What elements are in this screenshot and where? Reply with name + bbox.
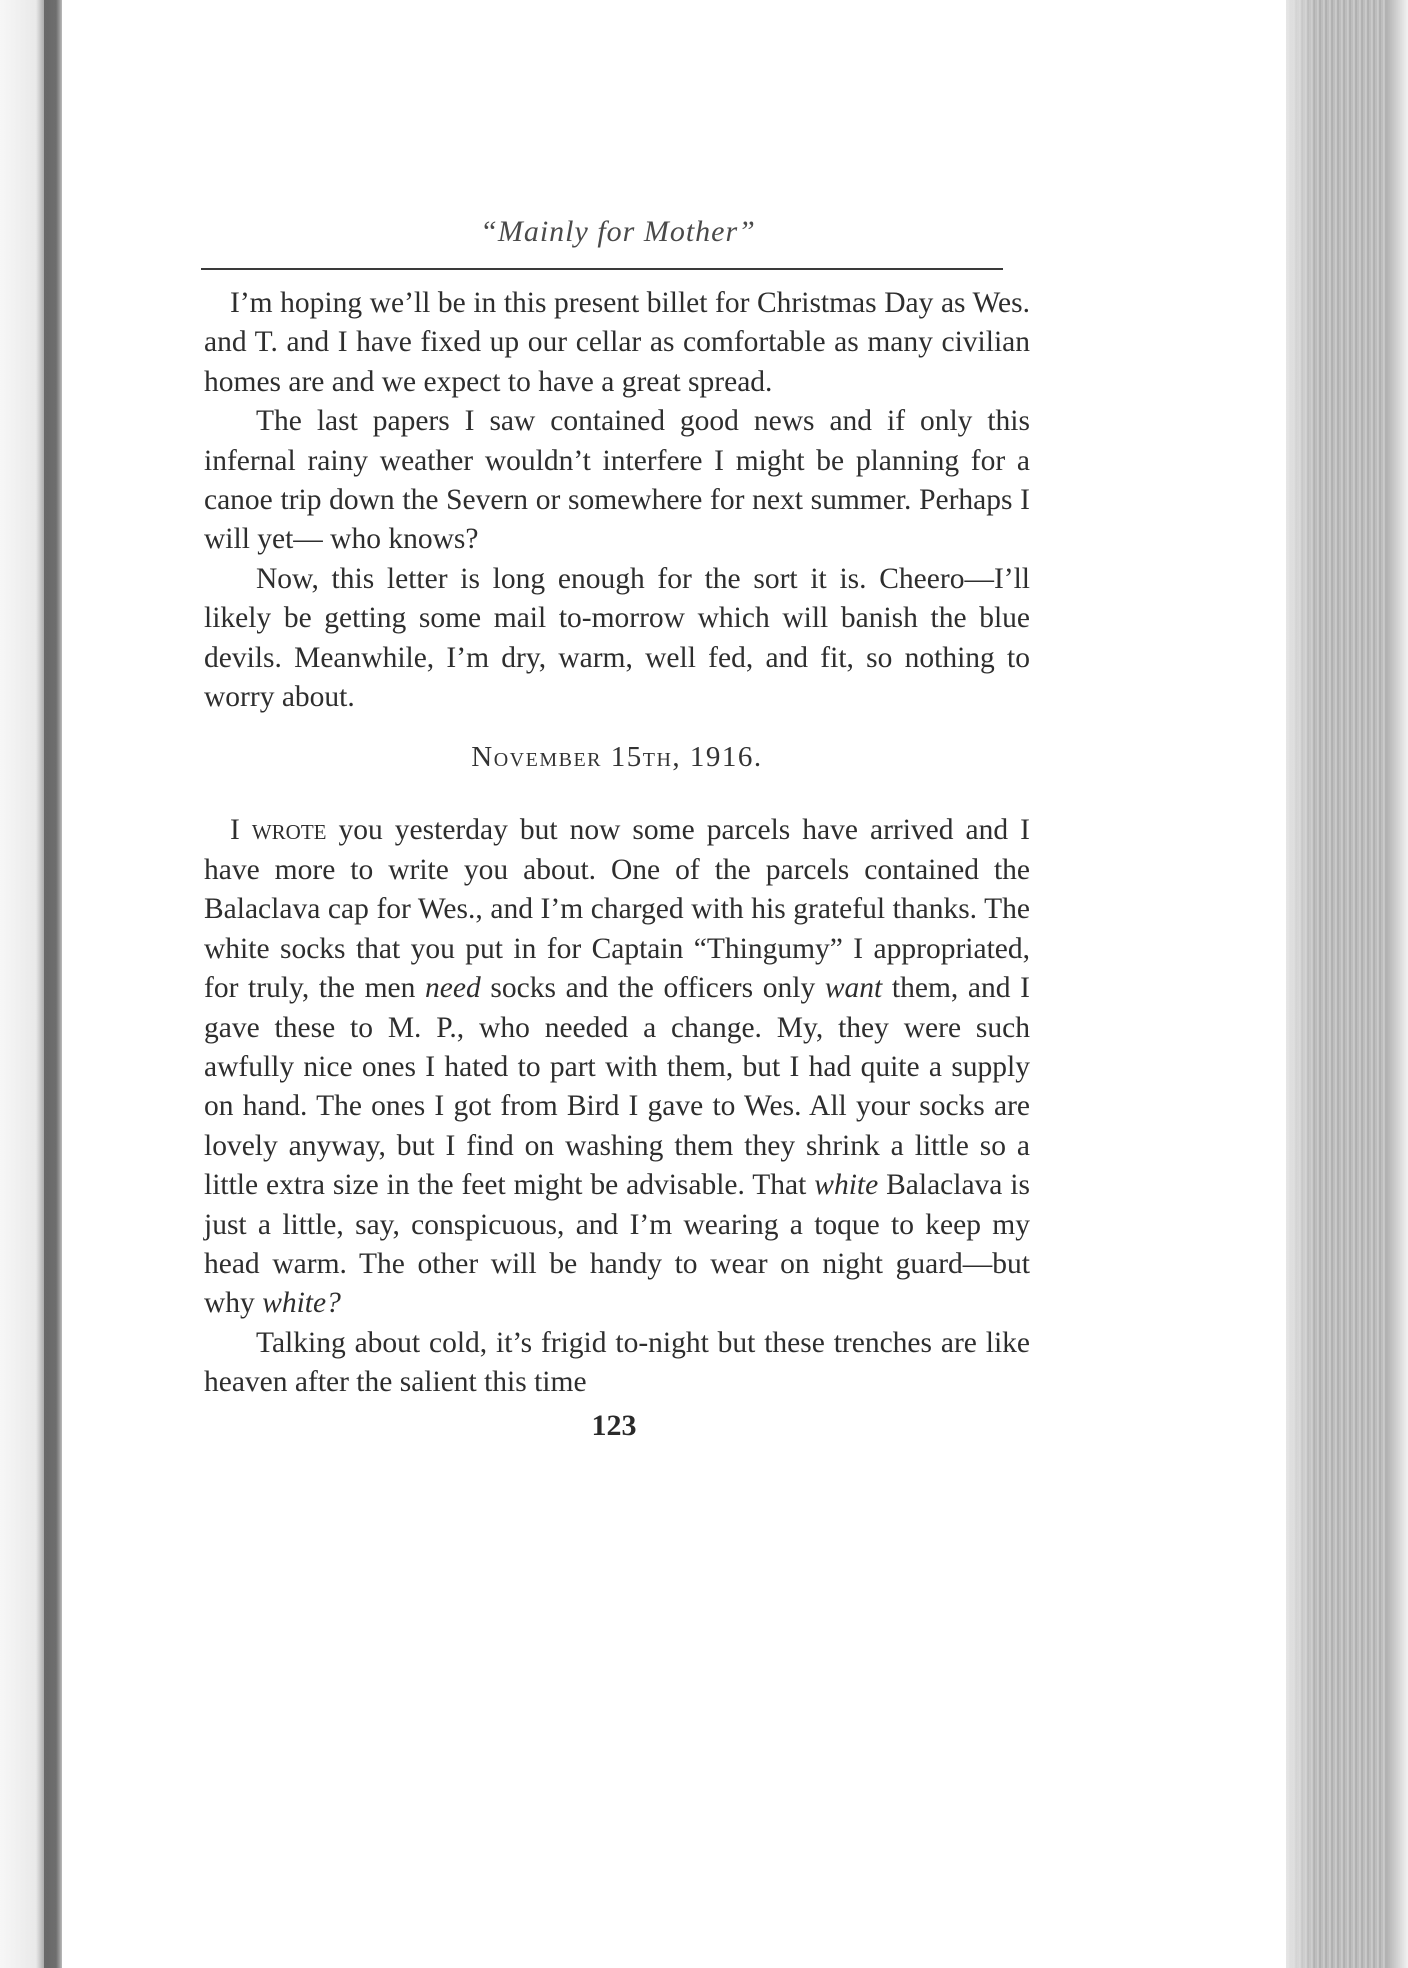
- page-stack-edge: [1286, 0, 1408, 1968]
- letter-paragraph: I wrote you yesterday but now some parcels have arrived and I have more to write you about. One of the parcels contained the Balaclava cap for Wes., and I’m charged with his grateful thanks. The white socks that you put in for Captain “Thingumy” I appropriated, for truly, the men need socks and the officers only want them, and I gave these to M. P., who needed a change. My, they were such awfully nice ones I hated to part with them, but I had quite a supply on hand. The ones I got from Bird I gave to Wes. All your socks are lovely anyway, but I find on washing them they shrink a little so a little extra size in the feet might be advisable. That white Balaclava is just a little, say, conspicuous, and I’m wearing a toque to keep my head warm. The other will be handy to wear on night guard—but why white?: [204, 814, 1031, 1320]
- adjacent-page-edge: [0, 0, 62, 1968]
- emphasis: want: [824, 972, 883, 1005]
- letter-paragraph: Talking about cold, it’s frigid to-night but these trenches are like heaven after the salient this time: [204, 1326, 1030, 1399]
- emphasis: white?: [262, 1287, 341, 1320]
- page-number: 123: [591, 1408, 637, 1442]
- paragraph: Now, this letter is long enough for the sort it is. Cheero—I’ll likely be getting some mail to-morrow which will banish the blue devils. Meanwhile, I’m dry, warm, well fed, and fit, so nothing to worry about.: [204, 562, 1030, 714]
- page-body: [204, 284, 1030, 1403]
- paragraph: I’m hoping we’ll be in this present billet for Christmas Day as Wes. and T. and I have fixed up our cellar as comfortable as many civilian homes are and we expect to have a great spread.: [204, 287, 1030, 398]
- emphasis: white: [814, 1169, 879, 1202]
- letter-date-heading: November 15th, 1916.: [471, 741, 763, 774]
- paragraph: The last papers I saw contained good news and if only this infernal rainy weather wouldn’t interfere I might be planning for a canoe trip down the Severn or somewhere for next summer. Perhaps I will yet— who knows?: [204, 405, 1030, 556]
- running-head: “Mainly for Mother”: [480, 215, 756, 248]
- book-page: [196, 210, 1032, 1443]
- emphasis: need: [425, 972, 481, 1005]
- header-rule: [201, 268, 1003, 270]
- gutter-shadow: [44, 0, 62, 1968]
- opening-words: I wrote: [230, 814, 327, 847]
